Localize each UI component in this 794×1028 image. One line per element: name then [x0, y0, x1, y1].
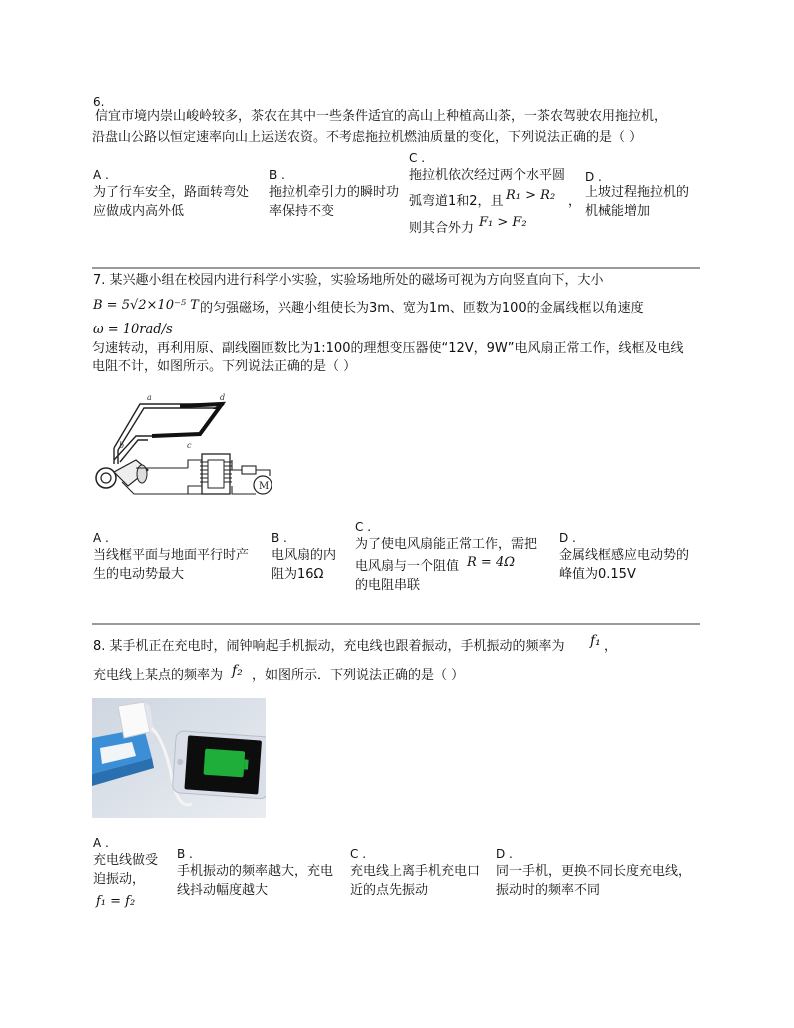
- q7-option-a-letter: A .: [93, 531, 109, 545]
- q6-option-c-math1: R₁ > R₂: [506, 188, 556, 203]
- phone-charging-photo: [92, 698, 266, 818]
- q7-option-b-letter: B .: [271, 531, 287, 545]
- q6-number: 6.: [93, 95, 105, 109]
- q8-option-a-math: f₁ = f₂: [96, 894, 136, 909]
- q8-option-c-text2: 近的点先振动: [350, 883, 429, 898]
- q8-option-c-text1: 充电线上离手机充电口: [350, 864, 481, 879]
- label-c: c: [187, 441, 192, 450]
- q6-option-a-letter: A .: [93, 168, 109, 182]
- slip-ring-left: [96, 468, 116, 488]
- q7-option-b-text1: 电风扇的内: [271, 548, 337, 563]
- q6-option-d-letter: D .: [585, 170, 602, 184]
- section-divider-1: [92, 267, 700, 269]
- q8-option-b-letter: B .: [177, 847, 193, 861]
- label-d: d: [220, 393, 226, 402]
- q6-option-c-text2a: 弧弯道1和2，且: [409, 194, 504, 209]
- q7-option-c-text1: 为了使电风扇能正常工作，需把: [355, 537, 538, 552]
- q7-option-d-letter: D .: [559, 531, 576, 545]
- q7-stem-line2b: 的匀强磁场，兴趣小组使长为3m、宽为1m、匝数为100的金属线框以角速度: [200, 301, 644, 316]
- q6-stem-line1: 信宜市境内崇山峻岭较多，茶农在其中一些条件适宜的高山上种植高山茶，一茶农驾驶农用拖拉机，: [95, 109, 668, 124]
- q8-option-d-text2: 振动时的频率不同: [496, 883, 601, 898]
- q8-option-b-text2: 线抖动幅度越大: [177, 883, 269, 898]
- q6-option-b-text2: 率保持不变: [269, 204, 335, 219]
- q6-option-c-math2: F₁ > F₂: [479, 215, 527, 230]
- phone: [172, 731, 266, 800]
- q8-option-a-text1: 充电线做受: [93, 853, 159, 868]
- frame-bold-edge: [152, 404, 222, 436]
- q8-stem-line1b: ，: [604, 639, 618, 654]
- label-b: b: [119, 441, 125, 450]
- section-divider-2: [92, 623, 700, 625]
- q7-option-c-text2a: 电风扇与一个阻值: [355, 559, 460, 574]
- q7-stem-omega: ω = 10rad/s: [93, 322, 173, 337]
- q6-option-a-text1: 为了行车安全，路面转弯处: [93, 185, 250, 200]
- q7-stem-b: B = 5√2×10⁻⁵ T: [93, 298, 199, 313]
- q6-option-c-text1: 拖拉机依次经过两个水平圆: [409, 168, 566, 183]
- q7-option-b-text2: 阻为16Ω: [271, 567, 324, 582]
- q8-stem-f1: f₁: [590, 633, 601, 649]
- q8-option-a-text2: 迫振动，: [93, 872, 146, 887]
- q8-option-d-text1: 同一手机，更换不同长度充电线，: [496, 864, 692, 879]
- q7-stem-line4: 匀速转动，再利用原、副线圈匝数比为1:100的理想变压器使“12V，9W”电风扇正常工作，线框及电线: [92, 341, 684, 356]
- q8-option-d-letter: D .: [496, 847, 513, 861]
- q6-option-b-letter: B .: [269, 168, 285, 182]
- coil-transformer-figure: [92, 390, 272, 502]
- q6-option-a-text2: 应做成内高外低: [93, 204, 185, 219]
- q7-option-d-text2: 峰值为0.15V: [559, 567, 636, 582]
- q7-stem-line1: 7. 某兴趣小组在校园内进行科学小实验，实验场地所处的磁场可视为方向竖直向下，大小: [93, 273, 604, 288]
- q6-option-c-letter: C .: [409, 151, 426, 165]
- label-a: a: [147, 393, 152, 402]
- q7-option-c-letter: C .: [355, 520, 372, 534]
- q8-option-a-letter: A .: [93, 836, 109, 850]
- q7-option-d-text1: 金属线框感应电动势的: [559, 548, 690, 563]
- q6-option-d-text2: 机械能增加: [585, 204, 651, 219]
- q8-option-b-text1: 手机振动的频率越大，充电: [177, 864, 334, 879]
- q8-option-c-letter: C .: [350, 847, 367, 861]
- q7-option-c-math: R = 4Ω: [467, 555, 515, 570]
- q8-stem-line1a: 8. 某手机正在充电时，闹钟响起手机振动，充电线也跟着振动，手机振动的频率为: [93, 639, 565, 654]
- q7-option-c-text3: 的电阻串联: [355, 578, 421, 593]
- q6-option-d-text1: 上坡过程拖拉机的: [585, 185, 690, 200]
- q8-stem-line2b: ，如图所示．下列说法正确的是（ ）: [252, 668, 465, 683]
- q6-option-c-text3a: 则其合外力: [409, 221, 475, 236]
- q6-stem-line2: 沿盘山公路以恒定速率向山上运送农资。不考虑拖拉机燃油质量的变化，下列说法正确的是（ ）: [92, 130, 643, 145]
- q7-option-a-text1: 当线框平面与地面平行时产: [93, 548, 250, 563]
- q8-stem-line2a: 充电线上某点的频率为: [93, 668, 224, 683]
- q8-stem-f2: f₂: [232, 663, 243, 679]
- label-motor: M: [259, 481, 270, 492]
- battery-indicator: [203, 749, 245, 778]
- q7-stem-line5: 电阻不计，如图所示。下列说法正确的是（ ）: [92, 359, 357, 374]
- q7-option-a-text2: 生的电动势最大: [93, 567, 185, 582]
- resistor-symbol: [242, 466, 256, 474]
- q6-option-c-text2b: ，: [568, 194, 582, 209]
- q6-option-b-text1: 拖拉机牵引力的瞬时功: [269, 185, 400, 200]
